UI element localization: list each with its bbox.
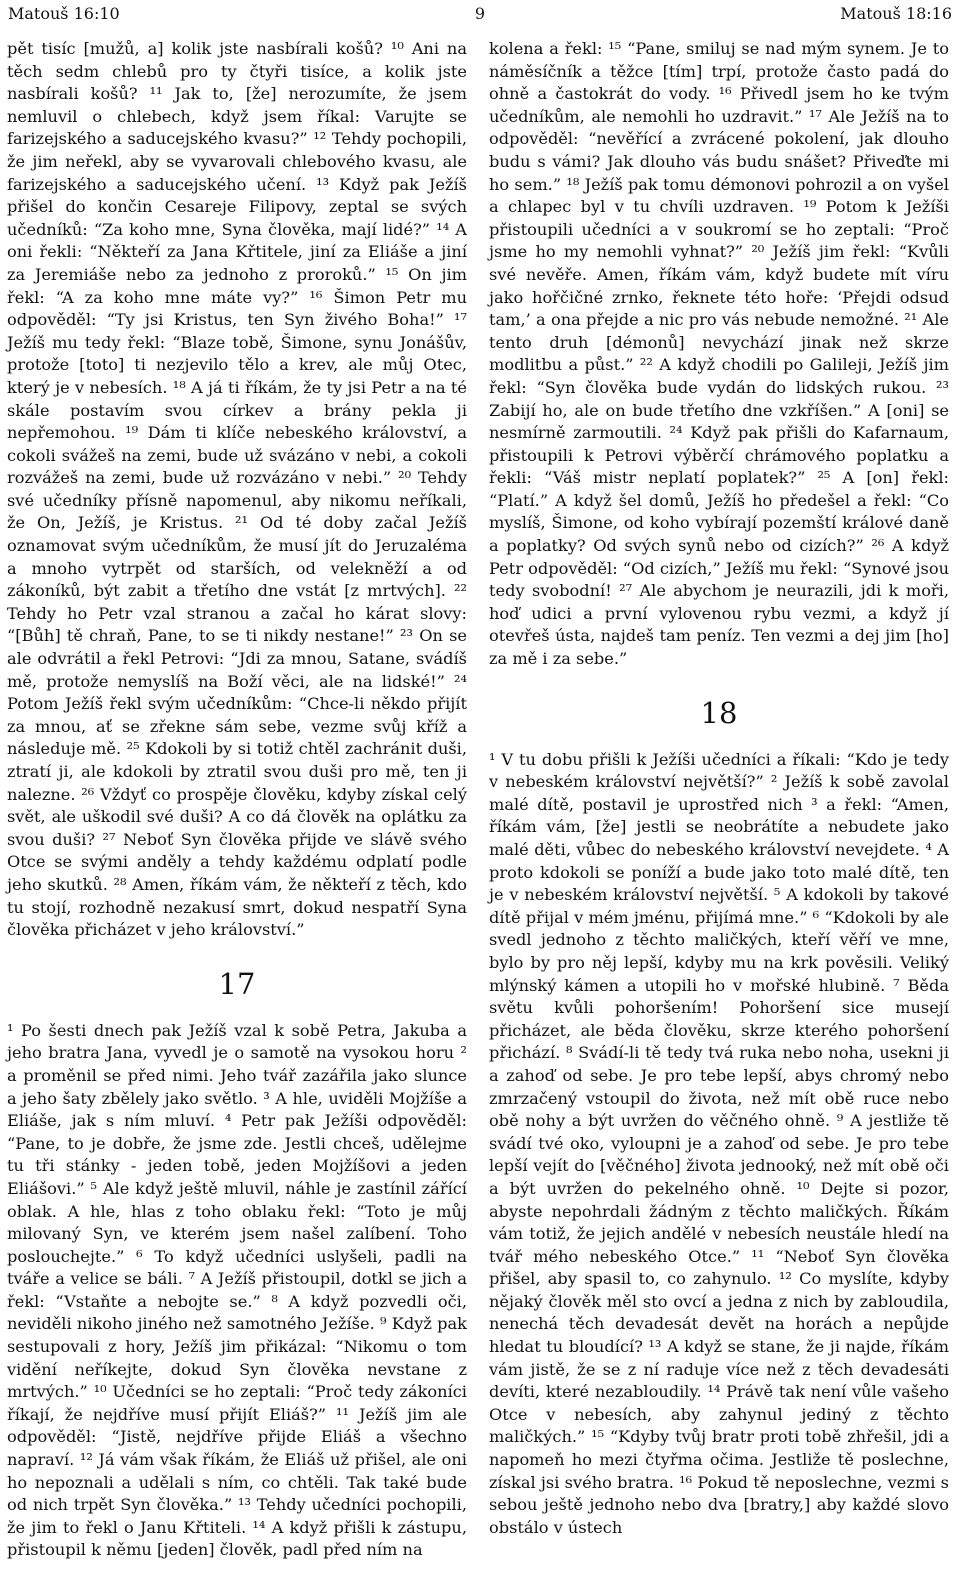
left-paragraph-1: pět tisíc [mužů, a] kolik jste nasbírali košů? ¹⁰ Ani na těch sedm chlebů pro ty čtyři tisíce, a kolik jste nasbírali košů? ¹¹ Jak to, [že] nerozumíte, že jsem nemluvil o chlebech, když jsem říkal: Varujte se farizejského a saducejského kvasu?” ¹² Tehdy pochopili, že jim neřekl, aby se vyvarovali chlebového kvasu, ale farizejského a saducejského učení. ¹³ Když pak Ježíš přišel do končin Cesareje Filipovy, zeptal se svých učedníků: “Za koho mne, Syna člověka, mají lidé?” ¹⁴ A oni řekli: “Někteří za Jana Křtitele, jiní za Eliáše a jiní za Jeremiáše nebo za jednoho z proroků.” ¹⁵ On jim řekl: “A za koho mne máte vy?” ¹⁶ Šimon Petr mu odpověděl: “Ty jsi Kristus, ten Syn živého Boha!” ¹⁷ Ježíš mu tedy řekl: “Blaze tobě, Šimone, synu Jonášův, protože [toto] ti nezjevilo tělo a krev, ale můj Otec, který je v nebesích. ¹⁸ A já ti říkám, že ty jsi Petr a na té skále postavím svou církev a brány pekla ji nepřemohou. ¹⁹ Dám ti klíče nebeského království, a cokoli svážeš na zemi, bude už svázáno v nebi, a cokoli rozvážeš na zemi, bude už rozvázáno v nebi.” ²⁰ Tehdy své učedníky přísně napomenul, aby nikomu neříkali, že On, Ježíš, je Kristus. ²¹ Od té doby začal Ježíš oznamovat svým učedníkům, že musí jít do Jeruzaléma a mnoho vytrpět od starších, od velekněží a od zákoníků, být zabit a třetího dne vstát [z mrtvých]. ²² Tehdy ho Petr vzal stranou a začal ho kárat slovy: “[Bůh] tě chraň, Pane, to se ti nikdy nestane!” ²³ On se ale odvrátil a řekl Petrovi: “Jdi za mnou, Satane, svádíš mě, protože nemyslíš na Boží věci, ale na lidské!” ²⁴ Potom Ježíš řekl svým učedníkům: “Chce-li někdo přijít za mnou, ať se zřekne sám sebe, vezme svůj kříž a následuje mě. ²⁵ Kdokoli by si totiž chtěl zachránit duši, ztratí ji, ale kdokoli by ztratil svou duši pro mě, ten ji nalezne. ²⁶ Vždyť co prospěje člověku, kdyby získal celý svět, ale uškodil své duši? A co dá člověk na oplátku za svou duši? ²⁷ Neboť Syn člověka přijde ve slávě svého Otce se svými anděly a tehdy každému odplatí podle jeho skutků. ²⁸ Amen, říkám vám, že někteří z těch, kdo tu stojí, rozhodně nezakusí smrt, dokud nespatří Syna člověka přicházet v jeho království.” (7, 39, 467, 940)
left-paragraph-2: ¹ Po šesti dnech pak Ježíš vzal k sobě Petra, Jakuba a jeho bratra Jana, vyvedl je o samotě na vysokou horu ² a proměnil se před nimi. Jeho tvář zazářila jako slunce a jeho šaty zbělely jako světlo. ³ A hle, uviděli Mojžíše a Eliáše, jak s ním mluví. ⁴ Petr pak Ježíši odpověděl: “Pane, to je dobře, že jsme zde. Jestli chceš, udělejme tu tři stánky - jeden tobě, jeden Mojžíšovi a jeden Eliášovi.” ⁵ Ale když ještě mluvil, náhle je zastínil zářící oblak. A hle, hlas z toho oblaku řekl: “Toto je můj milovaný Syn, ve kterém jsem našel zalíbení. Toho poslouchejte.” ⁶ To když učedníci uslyšeli, padli na tváře a velice se báli. ⁷ A Ježíš přistoupil, dotkl se jich a řekl: “Vstaňte a nebojte se.” ⁸ A když pozvedli oči, neviděli nikoho jiného než samotného Ježíše. ⁹ Když pak sestupovali z hory, Ježíš jim přikázal: “Nikomu o tom vidění neříkejte, dokud Syn člověka nevstane z mrtvých.” ¹⁰ Učedníci se ho zeptali: “Proč tedy zákoníci říkají, že nejdříve musí přijít Eliáš?” ¹¹ Ježíš jim ale odpověděl: “Jistě, nejdříve přijde Eliáš a všechno napraví. ¹² Já vám však říkám, že Eliáš už přišel, ale oni ho nepoznali a udělali s ním, co chtěli. Tak také bude od nich trpět Syn člověka.” ¹³ Tehdy učedníci pochopili, že jim to řekl o Janu Křtiteli. ¹⁴ A když přišli k zástupu, přistoupil k němu [jeden] člověk, padl před ním na (7, 1020, 467, 1560)
chapter-heading-18: 18 (700, 695, 738, 730)
page-header (0, 0, 960, 30)
right-paragraph-2: ¹ V tu dobu přišli k Ježíši učedníci a říkali: “Kdo je tedy v nebeském království největší?” ² Ježíš k sobě zavolal malé dítě, postavil je uprostřed nich ³ a řekl: “Amen, říkám vám, [že] jestli se neobrátíte a nebudete jako malé děti, vůbec do nebeského království nevejdete. ⁴ A proto kdokoli se poníží a bude jako toto malé dítě, ten je v nebeském království největší. ⁵ A kdokoli by takové dítě přijal v mém jménu, přijímá mne.” ⁶ “Kdokoli by ale svedl jednoho z těchto maličkých, kteří věří ve mne, bylo by pro něj lepší, kdyby mu na krk pověsili. Veliký mlýnský kámen a utopili ho v mořské hlubině. ⁷ Běda světu kvůli pohoršením! Pohoršení sice musejí přicházet, ale běda člověku, skrze kterého pohoršení přichází. ⁸ Svádí-li tě tedy tvá ruka nebo noha, usekni ji a zahoď od sebe. Je pro tebe lepší, abys chromý nebo zmrzačený vstoupil do života, než mít obě ruce nebo obě nohy a být uvržen do věčného ohně. ⁹ A jestliže tě svádí tvé oko, vyloupni je a zahoď od sebe. Je pro tebe lepší vejít do [věčného] života jednooký, než mít obě oči a být uvržen do pekelného ohně. ¹⁰ Dejte si pozor, abyste nepohrdali žádným z těchto maličkých. Říkám vám totiž, že jejich andělé v nebesích neustále hledí na tvář mého nebeského Otce.” ¹¹ “Neboť Syn člověka přišel, aby spasil to, co zahynulo. ¹² Co myslíte, kdyby nějaký člověk měl sto ovcí a jedna z nich by zabloudila, nenechá těch devadesát devět na horách a nepůjde hledat tu bloudící? ¹³ A když se stane, že ji najde, říkám vám jistě, že se z ní raduje více než z těch devadesáti devíti, které nezabloudily. ¹⁴ Právě tak není vůle vašeho Otce v nebesích, aby zahynul jediný z těchto maličkých.” ¹⁵ “Kdyby tvůj bratr proti tobě zhřešil, jdi a napomeň ho mezi čtyřma očima. Jestliže tě poslechne, získal jsi svého bratra. ¹⁶ Pokud tě neposlechne, vezmi s sebou ještě jednoho nebo dva [bratry,] aby každé slovo obstálo v ústech (489, 749, 949, 1537)
chapter-heading-17: 17 (218, 966, 256, 1001)
header-right-reference: Matouš 18:16 (840, 4, 952, 23)
left-column (7, 38, 467, 1562)
header-left-reference: Matouš 16:10 (8, 4, 120, 23)
page-number: 9 (474, 4, 486, 23)
right-column (489, 38, 949, 1539)
right-paragraph-1: kolena a řekl: ¹⁵ “Pane, smiluj se nad mým synem. Je to náměsíčník a těžce [tím] trpí, protože často padá do ohně a častokrát do vody. ¹⁶ Přivedl jsem ho ke tvým učedníkům, ale nemohli ho uzdravit.” ¹⁷ Ale Ježíš na to odpověděl: “nevěřící a zvrácené pokolení, jak dlouho budu s vámi? Jak dlouho vás budu snášet? Přiveďte mi ho sem.” ¹⁸ Ježíš pak tomu démonovi pohrozil a on vyšel a chlapec byl v tu chvíli uzdraven. ¹⁹ Potom k Ježíši přistoupili učedníci a v soukromí se ho zeptali: “Proč jsme ho my nemohli vyhnat?” ²⁰ Ježíš jim řekl: “Kvůli své nevěře. Amen, říkám vám, když budete mít víru jako hořčičné zrnko, řeknete této hoře: ‘Přejdi odsud tam,’ a ona přejde a nic pro vás nebude nemožné. ²¹ Ale tento druh [démonů] nevychází jinak než skrze modlitbu a půst.” ²² A když chodili po Galileji, Ježíš jim řekl: “Syn člověka bude vydán do lidských rukou. ²³ Zabijí ho, ale on bude třetího dne vzkříšen.” A [oni] se nesmírně zarmoutili. ²⁴ Když pak přišli do Kafarnaum, přistoupili k Petrovi výběrčí chrámového poplatku a řekli: “Váš mistr neplatí poplatek?” ²⁵ A [on] řekl: “Platí.” A když šel domů, Ježíš ho předešel a řekl: “Co myslíš, Šimone, od koho vybírají pozemští králové daně a poplatky? Od svých synů nebo od cizích?” ²⁶ A když Petr odpověděl: “Od cizích,” Ježíš mu řekl: “Synové jsou tedy svobodní! ²⁷ Ale abychom je neurazili, jdi k moři, hoď udici a první vylovenou rybu vezmi, a když jí otevřeš ústa, najdeš tam peníz. Ten vezmi a dej jim [ho] za mě i za sebe.” (489, 39, 949, 669)
